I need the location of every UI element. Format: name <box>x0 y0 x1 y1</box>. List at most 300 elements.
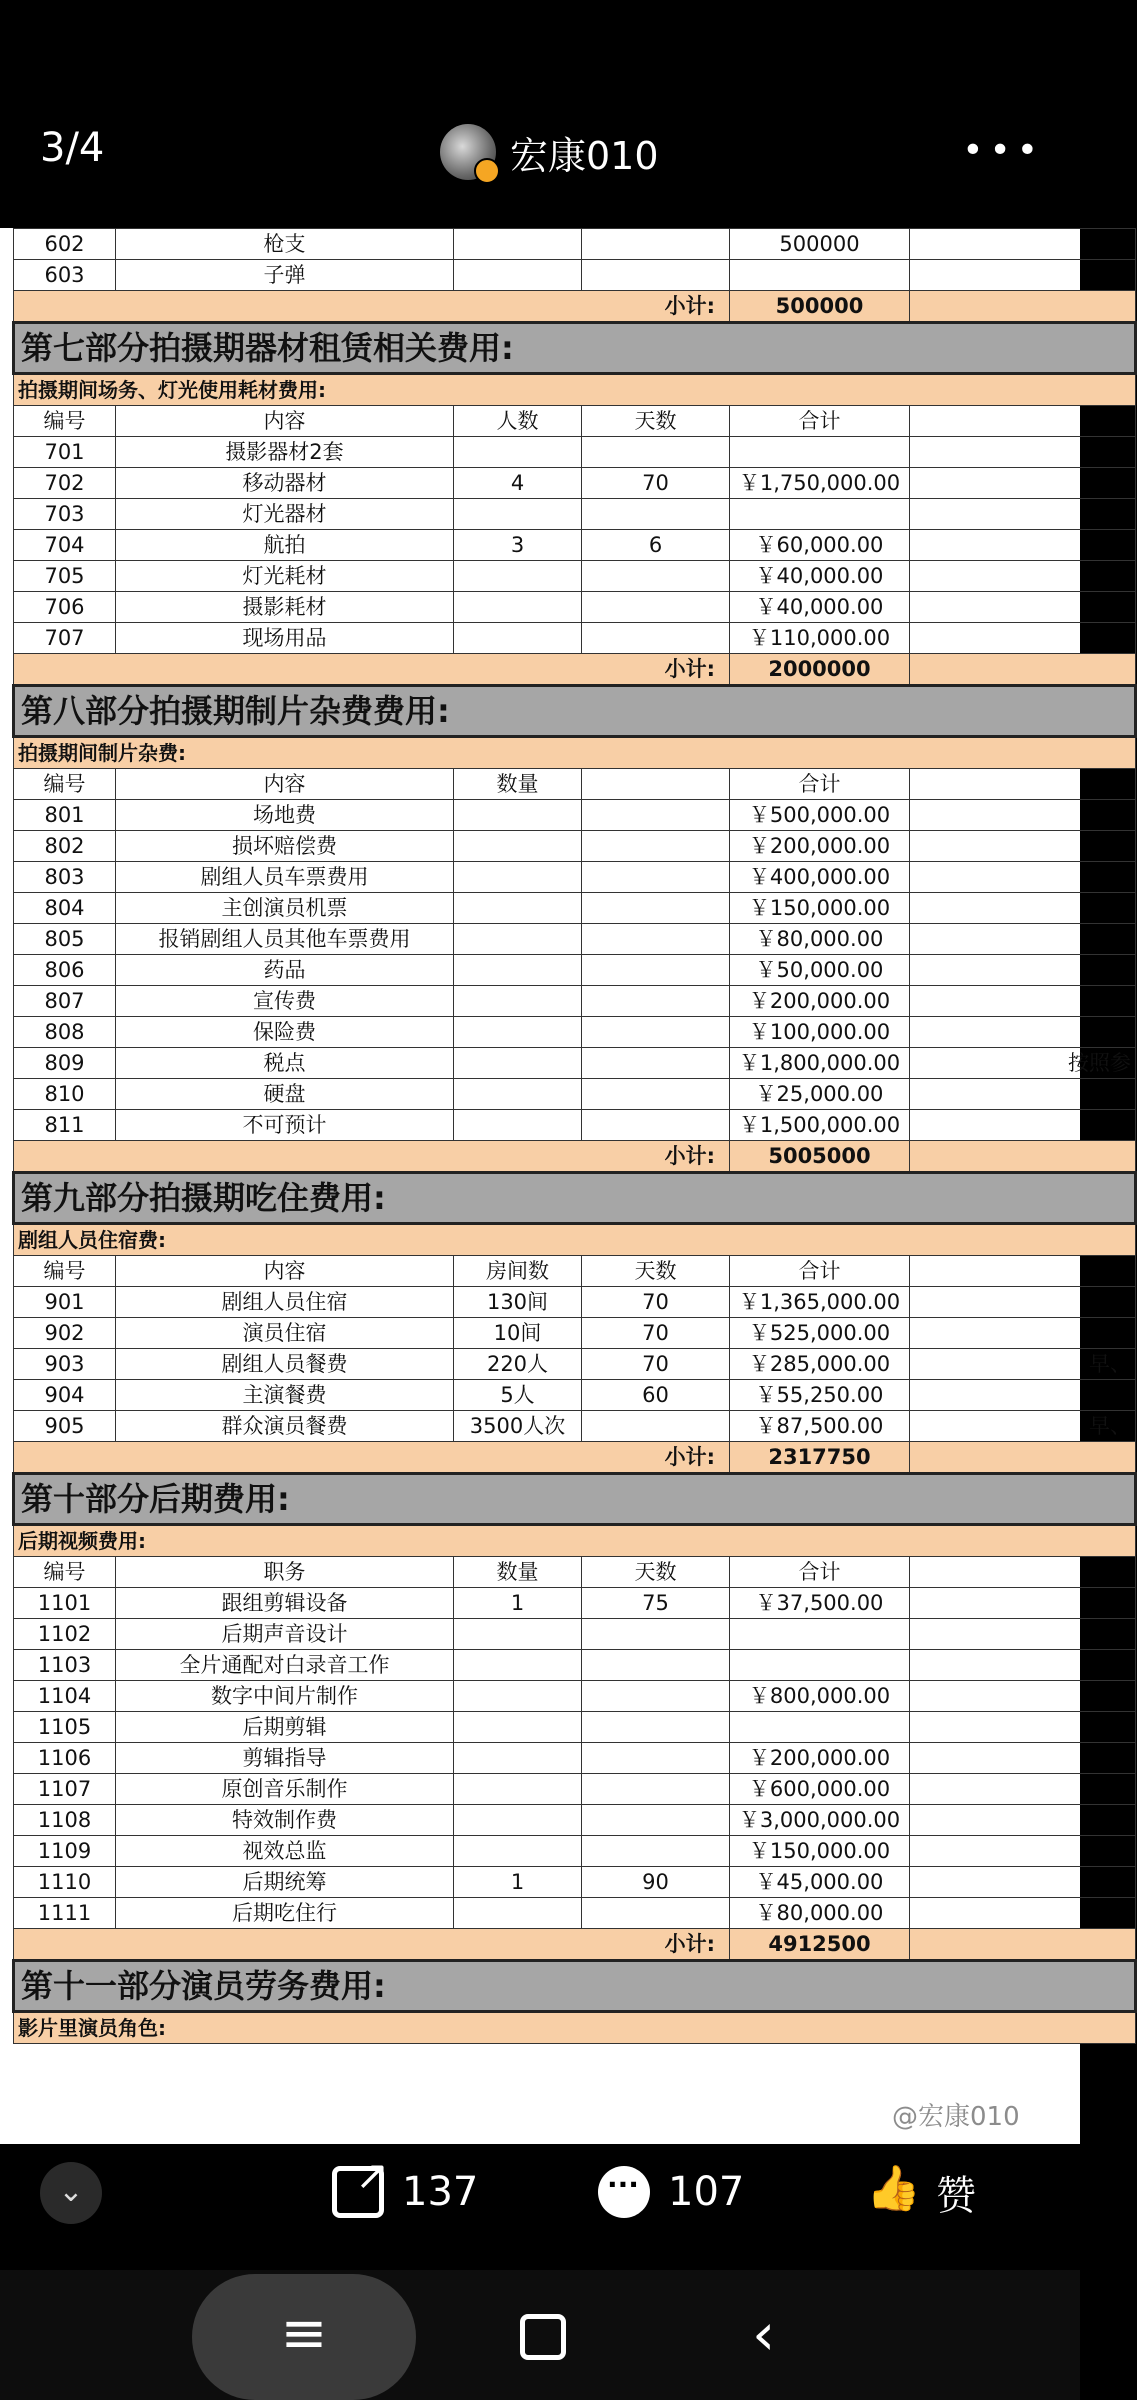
column-header: 数量 <box>454 1557 582 1588</box>
table-cell: 808 <box>14 1017 116 1048</box>
table-cell <box>910 1079 1136 1110</box>
table-cell <box>910 468 1136 499</box>
subheader-label: 影片里演员角色: <box>14 2012 1136 2044</box>
table-cell: 901 <box>14 1287 116 1318</box>
subtotal-label: 小计: <box>14 654 730 686</box>
table-cell <box>454 592 582 623</box>
table-row <box>14 1774 1136 1805</box>
section-title: 第七部分拍摄期器材租赁相关费用: <box>14 323 1136 374</box>
table-cell: 剪辑指导 <box>116 1743 454 1774</box>
table-cell: 主演餐费 <box>116 1380 454 1411</box>
table-cell <box>582 1048 730 1079</box>
table-cell <box>730 499 910 530</box>
table-cell: 602 <box>14 229 116 260</box>
column-header: 合计 <box>730 769 910 800</box>
table-cell <box>454 986 582 1017</box>
subtotal-row <box>14 291 1136 323</box>
subtotal-row <box>14 654 1136 686</box>
column-header: 编号 <box>14 1256 116 1287</box>
table-cell <box>582 437 730 468</box>
subtotal-value: 5005000 <box>730 1141 910 1173</box>
subheader-row <box>14 1224 1136 1256</box>
table-cell: 807 <box>14 986 116 1017</box>
table-cell <box>582 1681 730 1712</box>
table-cell: 1107 <box>14 1774 116 1805</box>
section-title: 第十部分后期费用: <box>14 1474 1136 1525</box>
subtotal-label: 小计: <box>14 1929 730 1961</box>
table-cell: ￥50,000.00 <box>730 955 910 986</box>
table-cell <box>582 1836 730 1867</box>
collapse-button[interactable]: ⌄ <box>40 2162 102 2224</box>
table-cell: ￥200,000.00 <box>730 831 910 862</box>
table-cell <box>454 1619 582 1650</box>
share-icon <box>332 2166 384 2218</box>
table-cell: 220人 <box>454 1349 582 1380</box>
table-cell <box>910 499 1136 530</box>
table-row <box>14 1836 1136 1867</box>
table-cell: 不可预计 <box>116 1110 454 1141</box>
table-cell <box>582 1650 730 1681</box>
table-cell <box>910 1681 1136 1712</box>
section-title: 第九部分拍摄期吃住费用: <box>14 1173 1136 1224</box>
table-cell <box>582 1898 730 1929</box>
table-cell <box>454 1079 582 1110</box>
table-cell: 809 <box>14 1048 116 1079</box>
share-count: 137 <box>402 2169 479 2215</box>
table-cell <box>910 924 1136 955</box>
nav-back-button[interactable]: ‹ <box>752 2300 776 2368</box>
table-cell <box>910 1588 1136 1619</box>
table-cell <box>582 1017 730 1048</box>
table-cell: ￥3,000,000.00 <box>730 1805 910 1836</box>
table-cell: 航拍 <box>116 530 454 561</box>
subtotal-note <box>910 1141 1136 1173</box>
table-cell <box>582 1774 730 1805</box>
table-cell <box>454 623 582 654</box>
table-cell <box>910 561 1136 592</box>
more-options-icon[interactable]: ••• <box>962 130 1044 171</box>
table-cell: 子弹 <box>116 260 454 291</box>
subheader-row <box>14 737 1136 769</box>
table-row <box>14 862 1136 893</box>
table-row <box>14 1349 1136 1380</box>
like-button[interactable] <box>866 2152 976 2232</box>
table-cell: ￥285,000.00 <box>730 1349 910 1380</box>
section-title-row <box>14 323 1136 374</box>
table-row <box>14 1411 1136 1442</box>
table-cell: 706 <box>14 592 116 623</box>
table-cell <box>454 1017 582 1048</box>
subheader-label: 拍摄期间制片杂费: <box>14 737 1136 769</box>
page-indicator: 3/4 <box>40 125 105 171</box>
table-cell: 130间 <box>454 1287 582 1318</box>
subtotal-row <box>14 1141 1136 1173</box>
table-cell <box>910 1318 1136 1349</box>
table-cell: ￥800,000.00 <box>730 1681 910 1712</box>
table-cell <box>582 1619 730 1650</box>
table-cell: 1109 <box>14 1836 116 1867</box>
table-cell: 70 <box>582 1349 730 1380</box>
column-header <box>910 1557 1136 1588</box>
table-cell: 早、 <box>910 1411 1136 1442</box>
table-cell <box>910 1774 1136 1805</box>
table-cell <box>910 1743 1136 1774</box>
table-cell <box>454 1836 582 1867</box>
column-header: 天数 <box>582 406 730 437</box>
column-header: 房间数 <box>454 1256 582 1287</box>
table-cell: 税点 <box>116 1048 454 1079</box>
watermark: @宏康010 <box>892 2102 1020 2132</box>
subtotal-note <box>910 654 1136 686</box>
table-cell <box>910 893 1136 924</box>
column-header-row <box>14 1256 1136 1287</box>
section-title: 第十一部分演员劳务费用: <box>14 1961 1136 2012</box>
table-cell: ￥40,000.00 <box>730 561 910 592</box>
table-row <box>14 1079 1136 1110</box>
table-cell: 801 <box>14 800 116 831</box>
table-cell <box>454 800 582 831</box>
table-cell: 摄影器材2套 <box>116 437 454 468</box>
column-header <box>910 1256 1136 1287</box>
column-header: 合计 <box>730 1256 910 1287</box>
table-cell <box>582 1079 730 1110</box>
table-cell <box>910 1867 1136 1898</box>
table-row <box>14 1017 1136 1048</box>
comment-icon <box>598 2166 650 2218</box>
table-cell <box>454 1743 582 1774</box>
table-row <box>14 1681 1136 1712</box>
subheader-row <box>14 2012 1136 2044</box>
table-cell: 损坏赔偿费 <box>116 831 454 862</box>
table-row <box>14 1743 1136 1774</box>
table-cell <box>582 623 730 654</box>
table-row <box>14 1048 1136 1079</box>
table-cell: 707 <box>14 623 116 654</box>
table-cell: ￥1,800,000.00 <box>730 1048 910 1079</box>
table-cell <box>910 530 1136 561</box>
table-cell: 灯光耗材 <box>116 561 454 592</box>
table-cell <box>454 1110 582 1141</box>
table-cell: ￥55,250.00 <box>730 1380 910 1411</box>
table-cell: 6 <box>582 530 730 561</box>
table-cell: 702 <box>14 468 116 499</box>
table-row <box>14 1619 1136 1650</box>
table-cell <box>910 986 1136 1017</box>
table-cell: ￥40,000.00 <box>730 592 910 623</box>
table-cell: 后期吃住行 <box>116 1898 454 1929</box>
table-cell: 1110 <box>14 1867 116 1898</box>
table-cell: 805 <box>14 924 116 955</box>
table-cell: 按照参 <box>910 1048 1136 1079</box>
column-header: 合计 <box>730 406 910 437</box>
share-button[interactable] <box>332 2152 478 2232</box>
table-cell: 3500人次 <box>454 1411 582 1442</box>
table-cell <box>582 924 730 955</box>
table-cell <box>582 862 730 893</box>
table-cell: 1101 <box>14 1588 116 1619</box>
table-cell: 1 <box>454 1867 582 1898</box>
table-cell: 1102 <box>14 1619 116 1650</box>
table-cell: 早、 <box>910 1349 1136 1380</box>
table-cell <box>582 561 730 592</box>
table-cell <box>454 1650 582 1681</box>
table-cell <box>582 831 730 862</box>
table-cell: 1 <box>454 1588 582 1619</box>
table-cell: 1111 <box>14 1898 116 1929</box>
table-cell: ￥1,500,000.00 <box>730 1110 910 1141</box>
table-cell <box>910 1110 1136 1141</box>
table-cell: 903 <box>14 1349 116 1380</box>
table-cell: 数字中间片制作 <box>116 1681 454 1712</box>
table-row <box>14 1898 1136 1929</box>
column-header <box>910 406 1136 437</box>
table-cell: 4 <box>454 468 582 499</box>
table-cell: ￥1,750,000.00 <box>730 468 910 499</box>
table-cell: ￥200,000.00 <box>730 986 910 1017</box>
table-cell: 1108 <box>14 1805 116 1836</box>
table-cell: 报销剧组人员其他车票费用 <box>116 924 454 955</box>
table-cell <box>582 986 730 1017</box>
table-row <box>14 1287 1136 1318</box>
table-cell: 演员住宿 <box>116 1318 454 1349</box>
table-cell: 1104 <box>14 1681 116 1712</box>
table-cell <box>910 1836 1136 1867</box>
table-cell <box>582 955 730 986</box>
table-cell: 后期声音设计 <box>116 1619 454 1650</box>
table-cell: 移动器材 <box>116 468 454 499</box>
table-cell: 90 <box>582 1867 730 1898</box>
table-row <box>14 623 1136 654</box>
subtotal-row <box>14 1929 1136 1961</box>
table-cell <box>582 893 730 924</box>
table-cell <box>454 229 582 260</box>
table-cell <box>910 260 1136 291</box>
table-cell <box>454 437 582 468</box>
table-cell: 802 <box>14 831 116 862</box>
table-cell: 后期剪辑 <box>116 1712 454 1743</box>
table-cell: ￥400,000.00 <box>730 862 910 893</box>
table-row <box>14 437 1136 468</box>
column-header: 内容 <box>116 769 454 800</box>
table-cell <box>454 499 582 530</box>
table-cell <box>582 229 730 260</box>
table-cell: 跟组剪辑设备 <box>116 1588 454 1619</box>
table-cell: ￥150,000.00 <box>730 893 910 924</box>
table-cell: ￥80,000.00 <box>730 1898 910 1929</box>
subheader-row <box>14 1525 1136 1557</box>
budget-table <box>12 228 1137 2044</box>
table-cell: 保险费 <box>116 1017 454 1048</box>
column-header: 天数 <box>582 1557 730 1588</box>
table-row <box>14 831 1136 862</box>
table-cell: 硬盘 <box>116 1079 454 1110</box>
table-cell: ￥100,000.00 <box>730 1017 910 1048</box>
table-cell: 703 <box>14 499 116 530</box>
table-cell <box>910 437 1136 468</box>
subtotal-value: 4912500 <box>730 1929 910 1961</box>
table-cell <box>454 1048 582 1079</box>
table-cell <box>454 955 582 986</box>
username[interactable]: 宏康010 <box>510 133 659 178</box>
table-cell: ￥500,000.00 <box>730 800 910 831</box>
like-label: 赞 <box>936 2172 976 2219</box>
subtotal-value: 2000000 <box>730 654 910 686</box>
table-cell <box>582 592 730 623</box>
table-row <box>14 592 1136 623</box>
subheader-row <box>14 374 1136 406</box>
avatar[interactable] <box>440 124 496 180</box>
table-cell <box>582 1743 730 1774</box>
table-cell <box>910 592 1136 623</box>
table-cell: ￥525,000.00 <box>730 1318 910 1349</box>
subheader-label: 剧组人员住宿费: <box>14 1224 1136 1256</box>
table-row <box>14 1712 1136 1743</box>
table-cell <box>910 862 1136 893</box>
table-cell: 3 <box>454 530 582 561</box>
column-header-row <box>14 1557 1136 1588</box>
table-cell <box>910 955 1136 986</box>
table-cell <box>454 1681 582 1712</box>
table-cell: 905 <box>14 1411 116 1442</box>
table-cell <box>582 800 730 831</box>
table-cell: 后期统筹 <box>116 1867 454 1898</box>
table-cell: 灯光器材 <box>116 499 454 530</box>
table-row <box>14 499 1136 530</box>
verified-badge-icon <box>474 158 500 184</box>
table-cell <box>454 1805 582 1836</box>
table-cell: 603 <box>14 260 116 291</box>
table-cell: ￥37,500.00 <box>730 1588 910 1619</box>
subtotal-label: 小计: <box>14 1141 730 1173</box>
table-cell: 5人 <box>454 1380 582 1411</box>
column-header <box>582 769 730 800</box>
table-row <box>14 561 1136 592</box>
table-cell <box>454 1774 582 1805</box>
table-cell <box>582 1805 730 1836</box>
table-cell: 特效制作费 <box>116 1805 454 1836</box>
table-cell: 704 <box>14 530 116 561</box>
table-cell: 现场用品 <box>116 623 454 654</box>
table-cell <box>910 800 1136 831</box>
table-row <box>14 260 1136 291</box>
table-cell <box>910 1017 1136 1048</box>
table-cell <box>910 1712 1136 1743</box>
section-title-row <box>14 686 1136 737</box>
table-cell <box>730 1712 910 1743</box>
nav-menu-button[interactable]: ≡ <box>192 2274 416 2400</box>
subtotal-label: 小计: <box>14 1442 730 1474</box>
table-cell <box>730 1650 910 1681</box>
table-cell: ￥87,500.00 <box>730 1411 910 1442</box>
subheader-label: 后期视频费用: <box>14 1525 1136 1557</box>
section-title-row <box>14 1173 1136 1224</box>
table-cell <box>910 623 1136 654</box>
table-cell <box>454 260 582 291</box>
column-header: 天数 <box>582 1256 730 1287</box>
subtotal-value: 500000 <box>730 291 910 323</box>
subtotal-note <box>910 291 1136 323</box>
table-cell: 剧组人员车票费用 <box>116 862 454 893</box>
table-cell: ￥110,000.00 <box>730 623 910 654</box>
table-row <box>14 1805 1136 1836</box>
nav-home-button[interactable] <box>520 2314 566 2360</box>
table-cell <box>582 1411 730 1442</box>
table-row <box>14 1318 1136 1349</box>
column-header: 编号 <box>14 769 116 800</box>
table-cell: 1103 <box>14 1650 116 1681</box>
table-row <box>14 924 1136 955</box>
table-cell <box>582 499 730 530</box>
subtotal-value: 2317750 <box>730 1442 910 1474</box>
table-row <box>14 468 1136 499</box>
table-cell: 70 <box>582 1287 730 1318</box>
table-cell <box>454 1712 582 1743</box>
table-cell: 904 <box>14 1380 116 1411</box>
section-title-row <box>14 1474 1136 1525</box>
table-cell: 804 <box>14 893 116 924</box>
table-cell: 枪支 <box>116 229 454 260</box>
table-cell: 806 <box>14 955 116 986</box>
thumbs-up-icon <box>866 2166 918 2218</box>
table-cell: 75 <box>582 1588 730 1619</box>
comment-button[interactable] <box>598 2152 744 2232</box>
table-cell <box>454 893 582 924</box>
table-cell: 群众演员餐费 <box>116 1411 454 1442</box>
table-cell: 70 <box>582 468 730 499</box>
table-row <box>14 1650 1136 1681</box>
table-cell: 药品 <box>116 955 454 986</box>
table-cell <box>454 831 582 862</box>
table-cell: 全片通配对白录音工作 <box>116 1650 454 1681</box>
table-cell: ￥60,000.00 <box>730 530 910 561</box>
table-cell: 视效总监 <box>116 1836 454 1867</box>
table-cell: 1106 <box>14 1743 116 1774</box>
table-cell: 902 <box>14 1318 116 1349</box>
table-cell <box>910 1619 1136 1650</box>
column-header <box>910 769 1136 800</box>
table-cell: 剧组人员住宿 <box>116 1287 454 1318</box>
table-cell: 原创音乐制作 <box>116 1774 454 1805</box>
table-cell <box>910 1898 1136 1929</box>
table-cell: 60 <box>582 1380 730 1411</box>
table-cell <box>910 1650 1136 1681</box>
table-cell: ￥150,000.00 <box>730 1836 910 1867</box>
section-title: 第八部分拍摄期制片杂费费用: <box>14 686 1136 737</box>
table-row <box>14 229 1136 260</box>
top-bar <box>0 0 1080 228</box>
table-cell <box>910 1805 1136 1836</box>
table-cell: ￥200,000.00 <box>730 1743 910 1774</box>
table-row <box>14 800 1136 831</box>
table-cell: 主创演员机票 <box>116 893 454 924</box>
subtotal-note <box>910 1929 1136 1961</box>
column-header: 人数 <box>454 406 582 437</box>
table-row <box>14 955 1136 986</box>
table-cell <box>582 1110 730 1141</box>
table-cell: ￥45,000.00 <box>730 1867 910 1898</box>
comment-count: 107 <box>668 2169 745 2215</box>
table-cell: ￥80,000.00 <box>730 924 910 955</box>
table-cell: 811 <box>14 1110 116 1141</box>
user-info[interactable] <box>440 120 659 184</box>
table-cell: ￥600,000.00 <box>730 1774 910 1805</box>
spreadsheet-image <box>0 228 1131 2144</box>
table-cell <box>910 229 1136 260</box>
table-cell: 剧组人员餐费 <box>116 1349 454 1380</box>
column-header: 职务 <box>116 1557 454 1588</box>
table-cell <box>730 260 910 291</box>
table-cell <box>910 1380 1136 1411</box>
